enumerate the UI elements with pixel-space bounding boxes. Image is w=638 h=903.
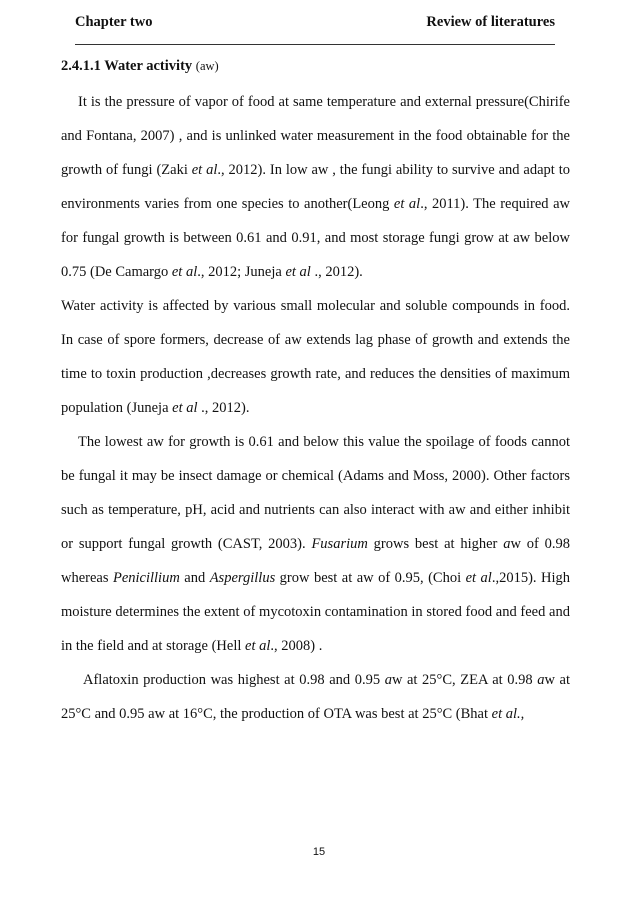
italic-run: Penicillium: [112, 570, 180, 586]
italic-run: et al: [171, 264, 198, 280]
section-symbol: (aw): [195, 59, 219, 73]
italic-run: et al: [245, 638, 271, 654]
italic-run: et al.,: [491, 706, 525, 722]
italic-run: et al: [285, 264, 311, 280]
paragraph-1: [61, 85, 570, 289]
italic-run: Aspergillus: [209, 570, 276, 586]
text-run: ., 2012; Juneja: [197, 264, 286, 280]
italic-run: a: [537, 672, 545, 688]
italic-run: et al: [465, 570, 492, 586]
text-run: The lowest aw for growth is 0.61 and below this value the spoilage of foods cannot be fungal it may be insect damage or chemical (Adams and Moss, 2000). Other factors such as temperature, pH, acid and nutrients can also interact with aw and either inhibit or support fungal growth (CAST, 2003).: [61, 434, 570, 552]
text-run: ., 2012).: [197, 400, 250, 416]
italic-run: et al: [393, 196, 421, 212]
section-heading-label: Review of literatures: [426, 14, 555, 30]
italic-run: a: [384, 672, 392, 688]
section-title: [61, 55, 570, 77]
text-run: ., 2011). The required aw for fungal growth is between 0.61 and 0.91, and most storage fungi grow at aw below 0.75 (De Camargo: [61, 196, 570, 280]
italic-run: Fusarium: [311, 536, 368, 552]
page-number: 15: [312, 846, 326, 858]
header-rule: [75, 44, 555, 45]
text-run: It is the pressure of vapor of food at same temperature and external pressure(Chirife and Fontana, 2007) , and is unlinked water measurement in the food obtainable for the growth of fungi (Zaki: [61, 94, 570, 178]
text-run: Water activity is affected by various small molecular and soluble compounds in food. In case of spore formers, decrease of aw extends lag phase of growth and extends the time to toxin production ,decreases growth rate, and reduces the densities of maximum population (Juneja: [61, 298, 570, 416]
text-run: grows best at higher: [367, 536, 504, 552]
chapter-label: Chapter two: [75, 14, 153, 30]
text-run: w of 0.98 whereas: [61, 536, 570, 586]
paragraph-2: [61, 289, 570, 425]
text-run: grow best at aw of 0.95, (Choi: [275, 570, 466, 586]
text-run: Aflatoxin production was highest at 0.98 and 0.95: [83, 672, 385, 688]
italic-run: a: [503, 536, 511, 552]
page-body: [61, 55, 570, 731]
text-run: ., 2012). In low aw , the fungi ability to survive and adapt to environments varies from one species to another(Leong: [61, 162, 570, 212]
paragraph-4: [61, 663, 570, 731]
italic-run: et al: [191, 162, 218, 178]
italic-run: et al: [172, 400, 198, 416]
text-run: .,2015). High moisture determines the extent of mycotoxin contamination in stored food and feed and in the field and at storage (Hell: [61, 570, 570, 654]
text-run: and: [179, 570, 210, 586]
paragraph-3: [61, 425, 570, 663]
section-number-title: 2.4.1.1 Water activity: [61, 58, 193, 74]
text-run: w at 25°C and 0.95 aw at 16°C, the production of OTA was best at 25°C (Bhat: [61, 672, 570, 722]
text-run: w at 25°C, ZEA at 0.98: [391, 672, 538, 688]
text-run: ., 2012).: [310, 264, 363, 280]
text-run: ., 2008) .: [270, 638, 323, 654]
